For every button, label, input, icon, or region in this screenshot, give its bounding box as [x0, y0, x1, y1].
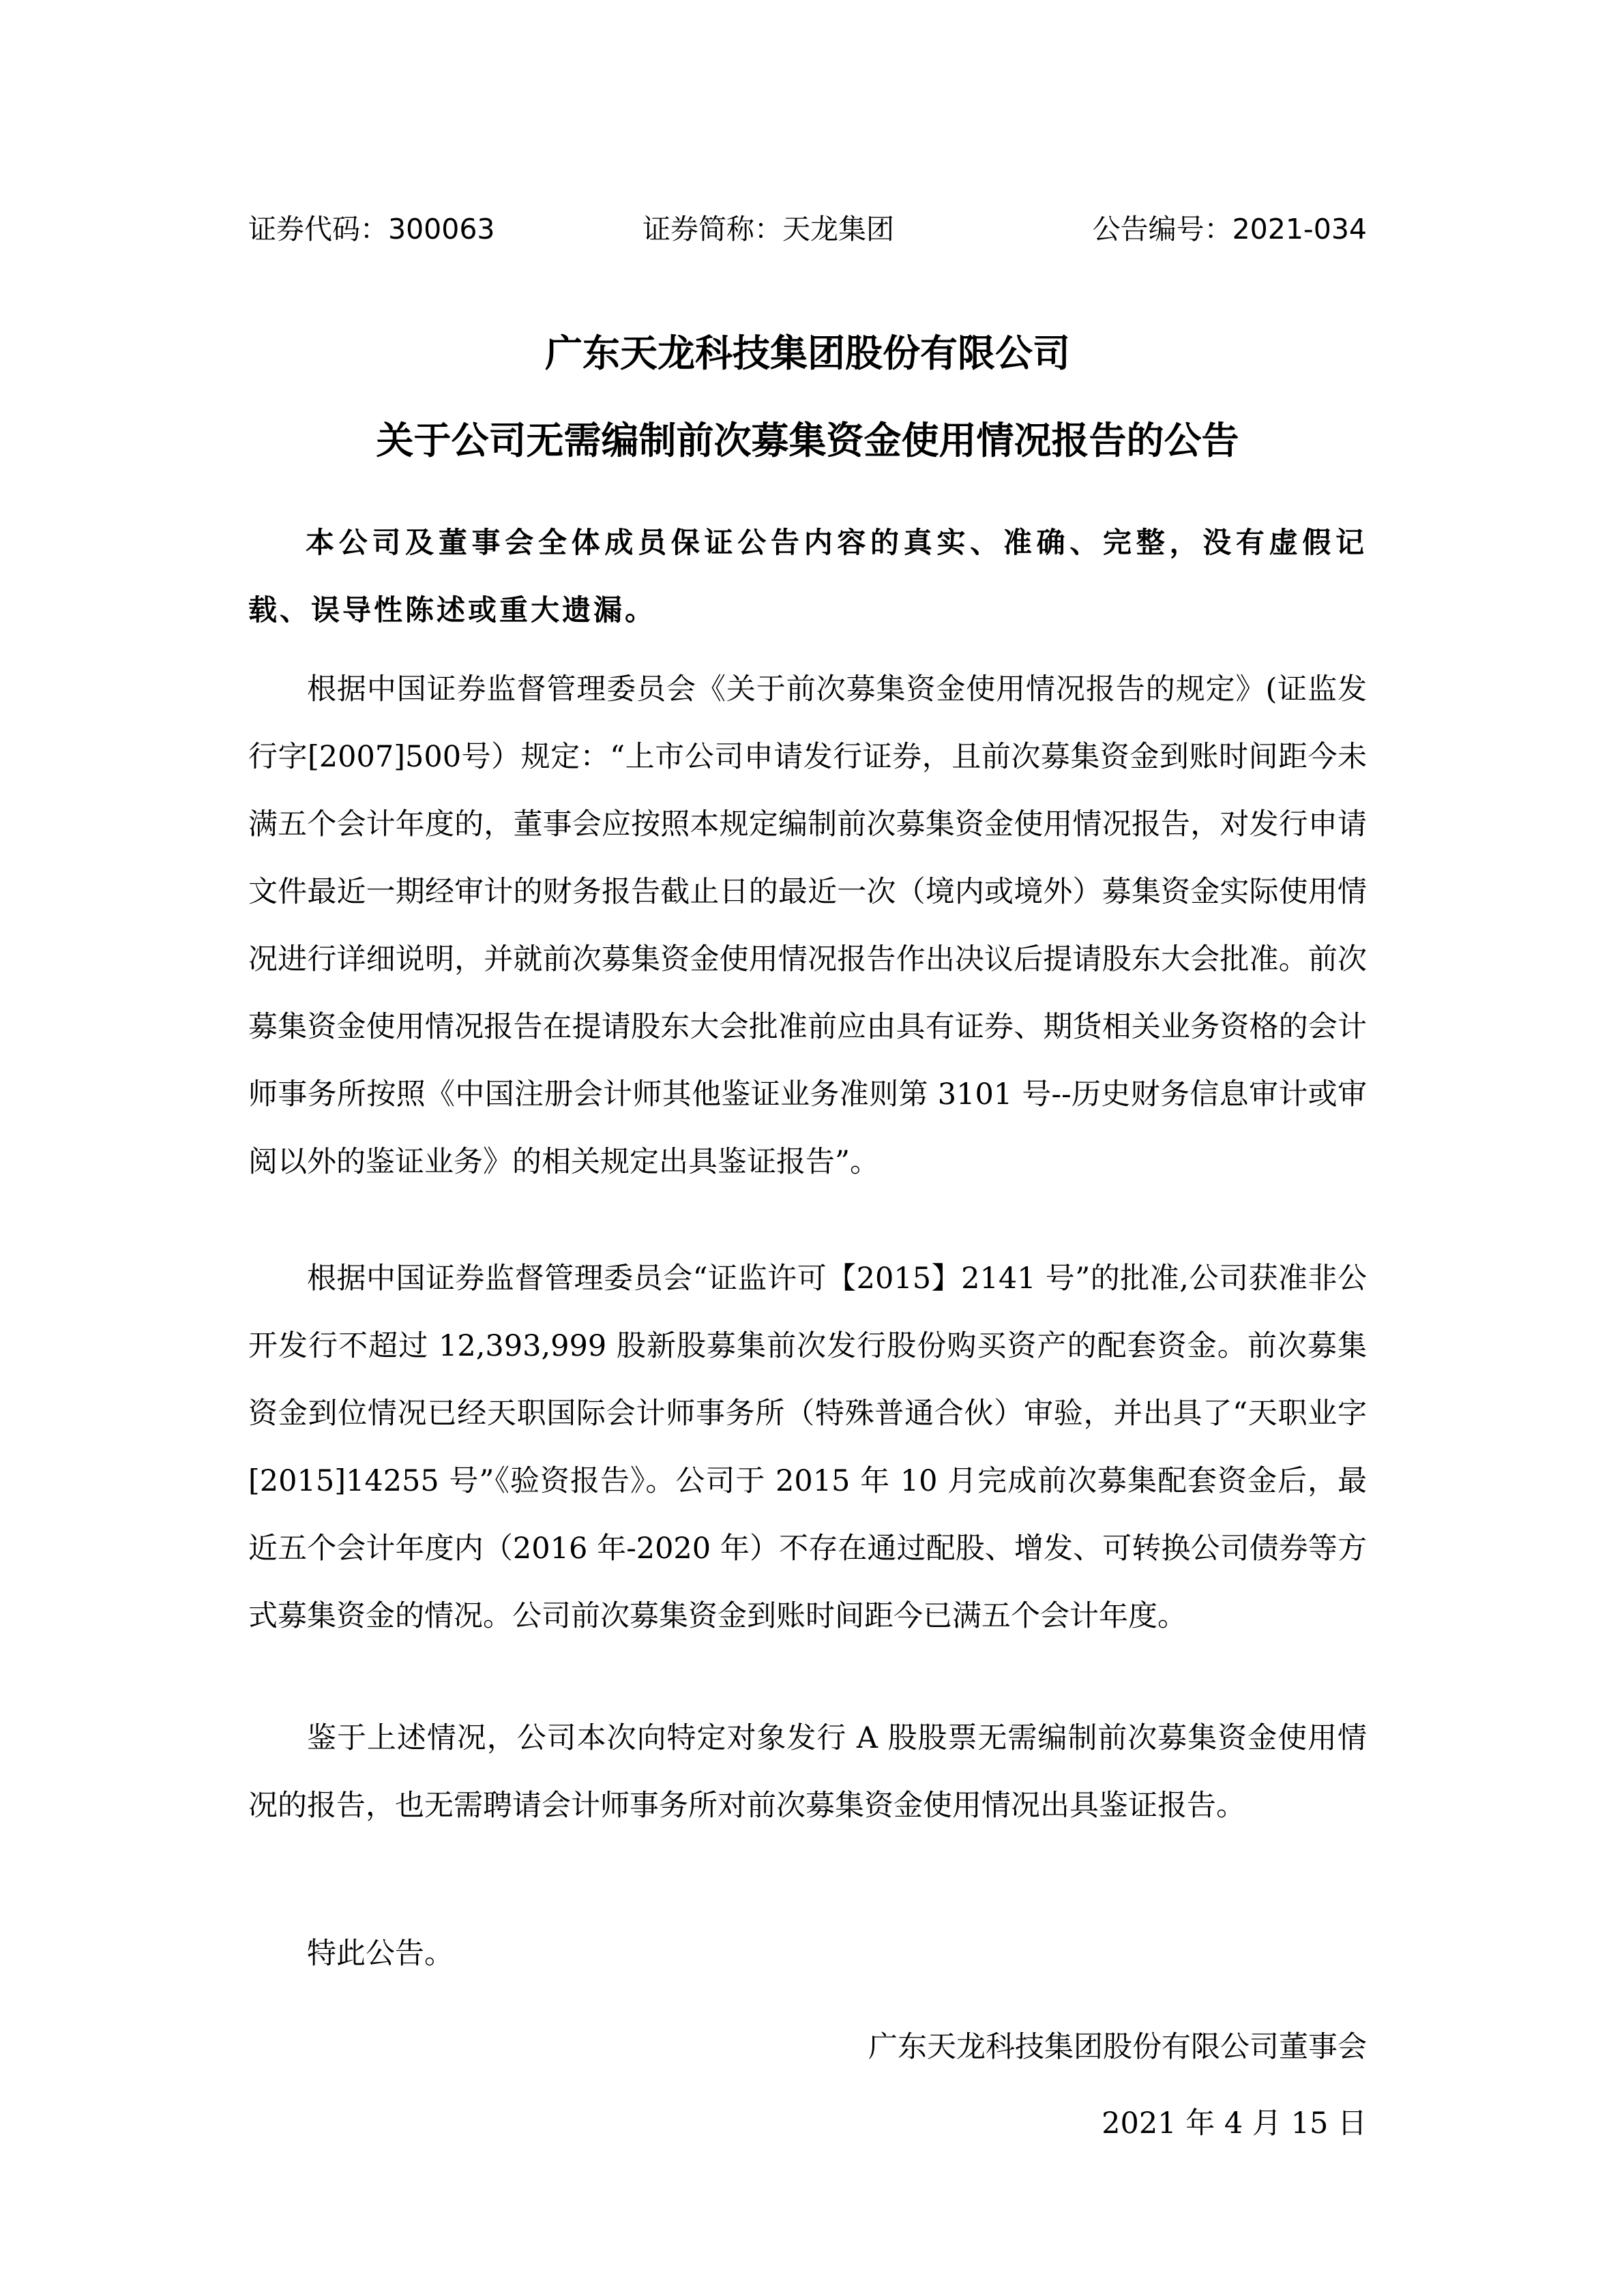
stock-abbreviation: 证券简称：天龙集团 — [643, 213, 894, 245]
notice-number: 公告编号：2021-034 — [1092, 213, 1367, 245]
stock-code: 证券代码：300063 — [248, 213, 495, 245]
paragraph-closing: 特此公告。 — [307, 1937, 454, 1971]
title-company: 广东天龙科技集团股份有限公司 — [544, 331, 1070, 375]
signature-date: 2021 年 4 月 15 日 — [1102, 2106, 1367, 2141]
paragraph-conclusion: 鉴于上述情况，公司本次向特定对象发行 A 股股票无需编制前次募集资金使用情况的报告，也无需聘请会计师事务所对前次募集资金使用情况出具鉴证报告。 — [248, 1721, 1367, 1823]
paragraph-fundraising-history: 根据中国证券监督管理委员会“证监许可【2015】2141 号”的批准,公司获准非公开发行不超过 12,393,999 股新股募集前次发行股份购买资产的配套资金。前次募集资金到位情况已经天职国际会计师事务所（特殊普通合伙）审验，并出具了“天职业字[2015]14255 号”《验资报告》。公司于 2015 年 10 月完成前次募集配套资金后，最近五个会计年度内（2016 年-2020 年）不存在通过配股、增发、可转换公司债券等方式募集资金的情况。公司前次募集资金到账时间距今已满五个会计年度。 — [248, 1262, 1367, 1633]
document-header — [248, 209, 1367, 250]
paragraph-regulation: 根据中国证券监督管理委员会《关于前次募集资金使用情况报告的规定》(证监发行字[2007]500号）规定：“上市公司申请发行证券，且前次募集资金到账时间距今未满五个会计年度的，董事会应按照本规定编制前次募集资金使用情况报告，对发行申请文件最近一期经审计的财务报告截止日的最近一次（境内或境外）募集资金实际使用情况进行详细说明，并就前次募集资金使用情况报告作出决议后提请股东大会批准。前次募集资金使用情况报告在提请股东大会批准前应由具有证券、期货相关业务资格的会计师事务所按照《中国注册会计师其他鉴证业务准则第 3101 号--历史财务信息审计或审阅以外的鉴证业务》的相关规定出具鉴证报告”。 — [248, 672, 1367, 1179]
board-statement: 本公司及董事会全体成员保证公告内容的真实、准确、完整，没有虚假记载、误导性陈述或重大遗漏。 — [248, 526, 1367, 627]
title-subject: 关于公司无需编制前次募集资金使用情况报告的公告 — [376, 419, 1239, 462]
signature-company: 广东天龙科技集团股份有限公司董事会 — [868, 2030, 1367, 2064]
